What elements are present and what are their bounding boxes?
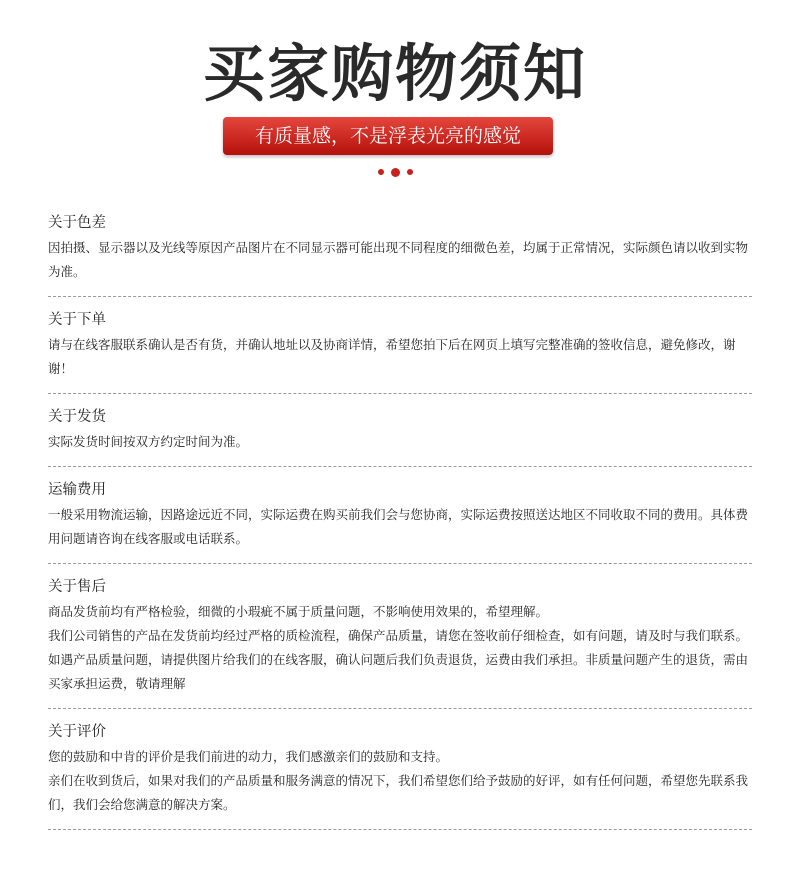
section-after-sales <box>48 564 752 709</box>
subtitle-banner: 有质量感，不是浮表光亮的感觉 <box>223 117 553 155</box>
decorative-dots <box>0 166 790 178</box>
page-title: 买家购物须知 <box>202 37 587 110</box>
dot-icon <box>391 168 400 177</box>
dot-icon <box>378 169 384 175</box>
section-text: 您的鼓励和中肯的评价是我们前进的动力，我们感激亲们的鼓励和支持。 <box>48 749 449 764</box>
section-shipping <box>48 394 752 467</box>
section-title: 关于售后 <box>48 579 106 595</box>
section-color-difference <box>48 200 752 297</box>
section-text: 我们公司销售的产品在发货前均经过严格的质检流程，确保产品质量，请您在签收前仔细检查，如有问题，请及时与我们联系。 <box>48 628 749 643</box>
section-text: 实际发货时间按双方约定时间为准。 <box>48 434 249 449</box>
section-title: 关于评价 <box>48 724 106 740</box>
section-freight <box>48 467 752 564</box>
section-title: 关于发货 <box>48 409 106 425</box>
section-text: 一般采用物流运输，因路途远近不同，实际运费在购买前我们会与您协商，实际运费按照送达地区不同收取不同的费用。具体费用问题请咨询在线客服或电话联系。 <box>48 507 749 546</box>
section-text: 因拍摄、显示器以及光线等原因产品图片在不同显示器可能出现不同程度的细微色差，均属于正常情况，实际颜色请以收到实物为准。 <box>48 240 749 279</box>
section-title: 运输费用 <box>48 482 106 498</box>
dot-icon <box>407 169 413 175</box>
section-title: 关于下单 <box>48 312 106 328</box>
section-text: 亲们在收到货后，如果对我们的产品质量和服务满意的情况下，我们希望您们给予鼓励的好评，如有任何问题，希望您先联系我们，我们会给您满意的解决方案。 <box>48 773 749 812</box>
section-ordering <box>48 297 752 394</box>
section-text: 请与在线客服联系确认是否有货，并确认地址以及协商详情，希望您拍下后在网页上填写完整准确的签收信息，避免修改，谢谢！ <box>48 337 736 376</box>
section-text: 如遇产品质量问题，请提供图片给我们的在线客服，确认问题后我们负责退货，运费由我们承担。非质量问题产生的退货，需由买家承担运费，敬请理解 <box>48 652 749 691</box>
section-text: 商品发货前均有严格检验，细微的小瑕疵不属于质量问题，不影响使用效果的，希望理解。 <box>48 604 549 619</box>
section-reviews <box>48 709 752 830</box>
notice-sections <box>48 200 752 830</box>
section-title: 关于色差 <box>48 215 106 231</box>
